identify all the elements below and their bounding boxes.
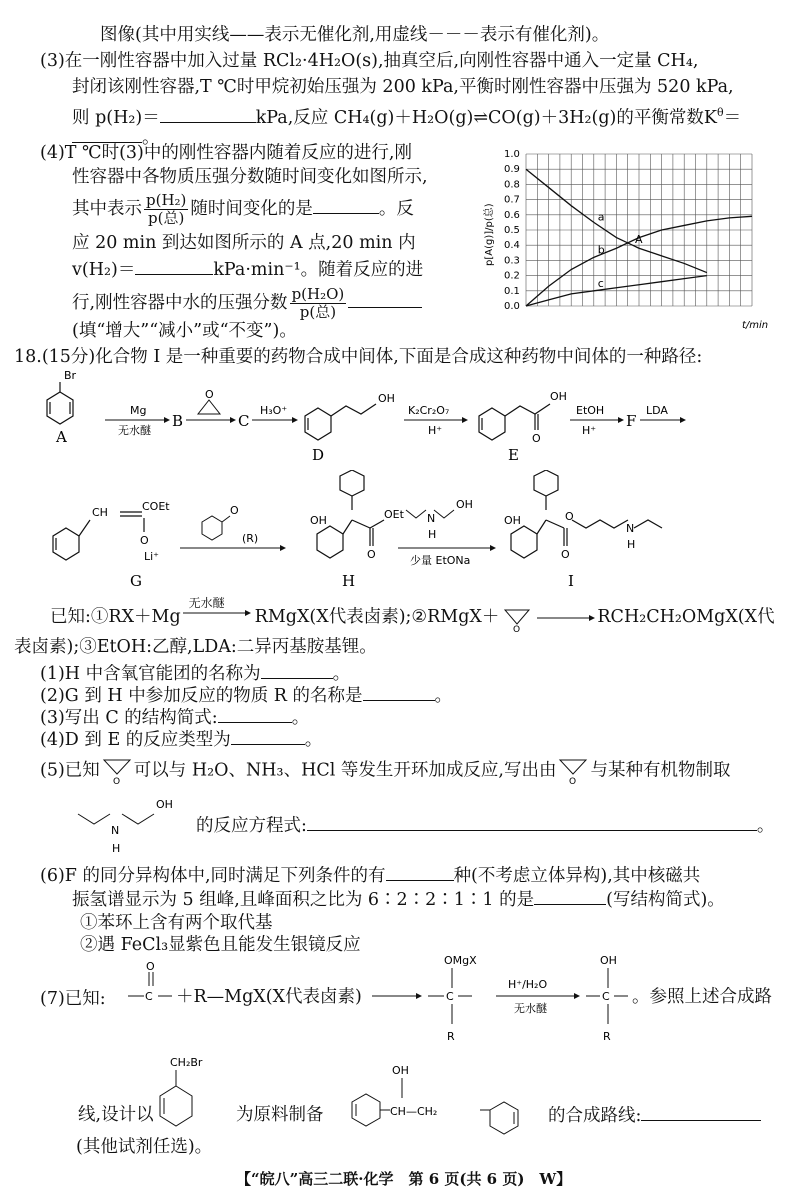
known-arrow	[535, 613, 597, 623]
q18-part3	[40, 706, 309, 729]
svg-text:O: O	[513, 624, 521, 632]
q7-r: R	[447, 1030, 455, 1043]
y-tick-label: 0.6	[504, 209, 520, 221]
y-tick-label: 0.1	[504, 285, 520, 297]
arrow-head	[680, 417, 686, 423]
q7-text-c: 。参照上述合成路	[632, 987, 772, 1007]
atom-oh: OH	[550, 390, 567, 403]
q17-text: 随时间变化的是	[190, 199, 313, 219]
fraction-num: p(H₂)	[146, 191, 187, 209]
q-text: 振氢谱显示为 5 组峰,且峰面积之比为 6∶2∶2∶1∶1 的是	[72, 890, 535, 910]
q7-line-d3	[548, 1104, 761, 1127]
q18-part6-line2	[72, 888, 725, 911]
scheme-row2	[30, 470, 790, 590]
q7-oh: OH	[392, 1064, 409, 1077]
target-structure	[330, 1056, 540, 1136]
q7-cond1: H⁺/H₂O	[508, 978, 548, 991]
chart-y-label: p[A(g)]/p(总)	[484, 203, 495, 266]
q17-text: 。	[142, 128, 160, 148]
known-text: RMgX(X代表卤素);②RMgX＋	[254, 607, 500, 627]
q18-part5-eq	[196, 814, 774, 837]
known-arrow	[181, 596, 255, 622]
svg-text:C: C	[145, 990, 153, 1003]
reagent-ether: 无水醚	[118, 424, 151, 437]
atom-n: N	[111, 824, 120, 837]
q17-text: 其中表示	[72, 199, 142, 219]
y-tick-label: 0.3	[504, 255, 520, 267]
q17-part3-line3	[72, 102, 741, 129]
atom-oh: OH	[456, 498, 473, 511]
q17-text: v(H₂)＝	[72, 260, 136, 280]
q-text: 的合成路线:	[548, 1106, 642, 1126]
q17-part4-line2: 性容器中各物质压强分数随时间变化如图所示,	[72, 167, 428, 187]
answer-blank[interactable]	[231, 728, 305, 745]
answer-blank[interactable]	[160, 106, 256, 123]
atom-oet: OEt	[384, 508, 404, 521]
series-label-b: b	[597, 243, 605, 257]
atom-o: O	[146, 960, 155, 973]
q-text: 可以与 H₂O、NH₃、HCl 等发生开环加成反应,写出由	[133, 760, 557, 781]
arrow-head	[618, 417, 624, 423]
label-i: I	[568, 572, 574, 590]
q-text: 。	[434, 686, 453, 706]
q18-part6-line1	[40, 864, 700, 887]
svg-text:C: C	[602, 990, 610, 1003]
scheme-row1	[30, 368, 790, 468]
arrow-head	[230, 417, 236, 423]
atom-o: O	[565, 510, 574, 523]
known-arrow-label: 无水醚	[188, 596, 225, 610]
series-label-a: a	[597, 210, 605, 224]
answer-blank[interactable]	[135, 258, 213, 275]
q7-text-b: ＋R—MgX(X代表卤素)	[176, 987, 362, 1007]
q-text: 。	[332, 664, 351, 684]
reagent-etona: 少量 EtONa	[410, 554, 471, 567]
aminoethanol-structure	[74, 788, 184, 858]
chart-x-label: t/min	[742, 320, 769, 331]
q18-cond1: ①苯环上含有两个取代基	[80, 913, 273, 933]
known-text: 已知:①RX＋Mg	[50, 607, 181, 627]
q-text: (6)F 的同分异构体中,同时满足下列条件的有	[40, 866, 386, 886]
atom-coet: COEt	[142, 500, 170, 513]
q17-part4-line5	[72, 258, 423, 281]
epoxide-icon	[556, 756, 590, 786]
chart-y-ticks	[504, 149, 520, 312]
reagent-r: (R)	[242, 532, 259, 545]
q17-intro-line: 图像(其中用实线——表示无催化剂,用虚线－－－表示有催化剂)。	[100, 25, 610, 45]
q17-theta: θ	[716, 106, 724, 119]
y-tick-label: 1.0	[504, 149, 520, 160]
atom-o: O	[205, 388, 214, 401]
epoxide-icon	[499, 604, 535, 632]
q17-part4-line4: 应 20 min 到达如图所示的 A 点,20 min 内	[72, 233, 416, 253]
atom-n: N	[427, 512, 436, 525]
fraction-den: p(总)	[299, 303, 337, 321]
reagent-k2cr2o7: K₂Cr₂O₇	[408, 404, 450, 417]
q18-cond2: ②遇 FeCl₃显紫色且能发生银镜反应	[80, 935, 361, 955]
q-text: (2)G 到 H 中参加反应的物质 R 的名称是	[40, 686, 363, 706]
q-text: 。	[291, 708, 310, 728]
answer-blank[interactable]	[348, 291, 422, 308]
label-g: G	[130, 572, 142, 590]
answer-blank[interactable]	[307, 814, 757, 831]
known-text: RCH₂CH₂OMgX(X代	[597, 607, 775, 627]
q17-part3-line2: 封闭该刚性容器,T ℃时甲烷初始压强为 200 kPa,平衡时刚性容器中压强为 520 kPa,	[72, 77, 734, 97]
epoxide-icon	[100, 756, 134, 786]
epoxide-icon	[198, 400, 220, 414]
atom-ch: CH	[92, 506, 108, 519]
q7-ch2br: CH₂Br	[170, 1056, 203, 1069]
q7-cond2: 无水醚	[514, 1002, 547, 1015]
atom-h: H	[627, 538, 636, 551]
atom-h: H	[428, 528, 437, 541]
q18-part1	[40, 662, 350, 685]
label-d: D	[312, 446, 325, 464]
q17-text: kPa,反应 CH₄(g)＋H₂O(g)⇌CO(g)＋3H₂(g)的平衡常数K	[255, 107, 717, 128]
answer-blank[interactable]	[363, 684, 435, 701]
q-text: (1)H 中含氧官能团的名称为	[40, 664, 261, 684]
q7-line-d2: 为原料制备	[236, 1105, 324, 1125]
y-tick-label: 0.7	[504, 194, 520, 206]
y-tick-label: 0.8	[504, 179, 520, 191]
benzene-ring-a	[47, 382, 73, 424]
y-tick-label: 0.4	[504, 240, 520, 252]
q7-chain: CH—CH₂	[390, 1105, 438, 1118]
atom-br: Br	[64, 369, 77, 382]
answer-blank[interactable]	[386, 864, 454, 881]
q17-text: 。反	[378, 199, 414, 219]
reagent-hplus: H⁺	[582, 424, 597, 437]
y-tick-label: 0.2	[504, 270, 520, 282]
arrow-head	[280, 545, 286, 551]
label-h: H	[342, 572, 356, 590]
q7-r: R	[603, 1030, 611, 1043]
reagent-h3o: H₃O⁺	[260, 404, 288, 417]
structure-h	[317, 470, 384, 558]
q7-line-e: (其他试剂任选)。	[76, 1137, 213, 1157]
q-text: (3)写出 C 的结构简式:	[40, 708, 218, 728]
q-text: (5)已知	[40, 760, 100, 781]
point-label-a: A	[635, 233, 643, 247]
atom-o: O	[367, 548, 376, 561]
q17-text: ＝	[723, 107, 742, 128]
q-text: 的反应方程式:	[196, 816, 307, 836]
arrow-head	[490, 545, 496, 551]
benzene-ring-g	[53, 512, 144, 560]
q17-part4-line7: (填“增大”“减小”或“不变”)。	[72, 321, 297, 341]
label-a: A	[56, 428, 67, 446]
label-b: B	[172, 412, 184, 430]
svg-text:C: C	[446, 990, 454, 1003]
q17-text: kPa·min⁻¹。随着反应的进	[213, 260, 424, 280]
reagent-lda: LDA	[646, 404, 668, 417]
chart-grid	[526, 154, 752, 306]
atom-oh: OH	[378, 392, 395, 405]
y-tick-label: 0.9	[504, 164, 520, 176]
answer-blank[interactable]	[641, 1104, 761, 1121]
q17-part3-line1: (3)在一刚性容器中加入过量 RCl₂·4H₂O(s),抽真空后,向刚性容器中通入一定量 CH₄,	[40, 51, 699, 71]
atom-o: O	[561, 548, 570, 561]
arrow-head	[292, 417, 298, 423]
atom-o: O	[532, 432, 541, 445]
label-f: F	[626, 412, 637, 430]
y-tick-label: 0.5	[504, 225, 520, 236]
series-label-c: c	[597, 276, 604, 290]
q-text: (7)已知:	[40, 989, 106, 1009]
benzyl-bromide-structure	[140, 1050, 230, 1140]
known-line2: 表卤素);③EtOH:乙醇,LDA:二异丙基胺基锂。	[14, 637, 377, 657]
fraction-h2o	[290, 286, 347, 321]
answer-blank[interactable]	[218, 706, 292, 723]
page-footer: 【“皖八”高三二联·化学 第 6 页(共 6 页) W】	[236, 1170, 572, 1188]
q18-part7-line1	[40, 988, 106, 1010]
reagent-hplus: H⁺	[428, 424, 443, 437]
q18-header: 18.(15分)化合物 I 是一种重要的药物合成中间体,下面是合成这种药物中间体的一种路径:	[14, 347, 703, 367]
atom-oh: OH	[504, 514, 521, 527]
q17-part4-line6	[72, 286, 422, 321]
fraction-num: p(H₂O)	[291, 285, 345, 303]
structure-i	[511, 470, 662, 558]
q17-part4-line3	[72, 192, 414, 227]
q7-oh: OH	[600, 954, 617, 967]
q-text: 。	[756, 816, 775, 836]
known-line1	[50, 596, 775, 632]
q17-text: 则 p(H₂)＝	[72, 107, 160, 128]
q-text: 种(不考虑立体异构),其中核磁共	[453, 866, 701, 886]
q-text: (写结构简式)。	[606, 890, 725, 910]
reagent-etoh: EtOH	[576, 404, 605, 417]
q7-line-d	[78, 1104, 154, 1126]
svg-text:O: O	[569, 777, 577, 786]
atom-o: O	[230, 504, 239, 517]
atom-oh: OH	[310, 514, 327, 527]
answer-blank[interactable]	[72, 126, 142, 143]
atom-n: N	[626, 522, 635, 535]
atom-h: H	[112, 842, 121, 855]
answer-blank[interactable]	[261, 662, 333, 679]
q-text: 。	[304, 730, 323, 750]
q-text: (4)D 到 E 的反应类型为	[40, 730, 231, 750]
svg-text:O: O	[112, 777, 120, 786]
answer-blank[interactable]	[534, 888, 606, 905]
atom-oh: OH	[156, 798, 173, 811]
pressure-fraction-chart	[478, 146, 778, 336]
answer-blank[interactable]	[313, 197, 379, 214]
q-text: 线,设计以	[78, 1105, 154, 1125]
cyclohexanone-icon	[202, 516, 230, 540]
arrow-head	[462, 417, 468, 423]
reagent-mg: Mg	[130, 404, 147, 417]
atom-o-minus: O	[140, 534, 149, 547]
q18-part2	[40, 684, 452, 707]
fraction-den: p(总)	[148, 209, 185, 227]
q17-text: 行,刚性容器中水的压强分数	[72, 293, 288, 313]
q18-part5	[40, 756, 730, 786]
q18-part4	[40, 728, 322, 751]
atom-li: Li⁺	[144, 550, 159, 563]
label-c: C	[238, 412, 250, 430]
fraction-h2	[144, 192, 188, 227]
label-e: E	[508, 446, 519, 464]
benzene-ring-d	[305, 404, 376, 440]
y-tick-label: 0.0	[504, 301, 520, 312]
q17-part4-line1: (4)T ℃时(3)中的刚性容器内随着反应的进行,刚	[40, 143, 412, 163]
q7-omgx: OMgX	[444, 954, 477, 967]
q-text: 与某种有机物制取	[590, 760, 731, 781]
arrow-head	[164, 417, 170, 423]
